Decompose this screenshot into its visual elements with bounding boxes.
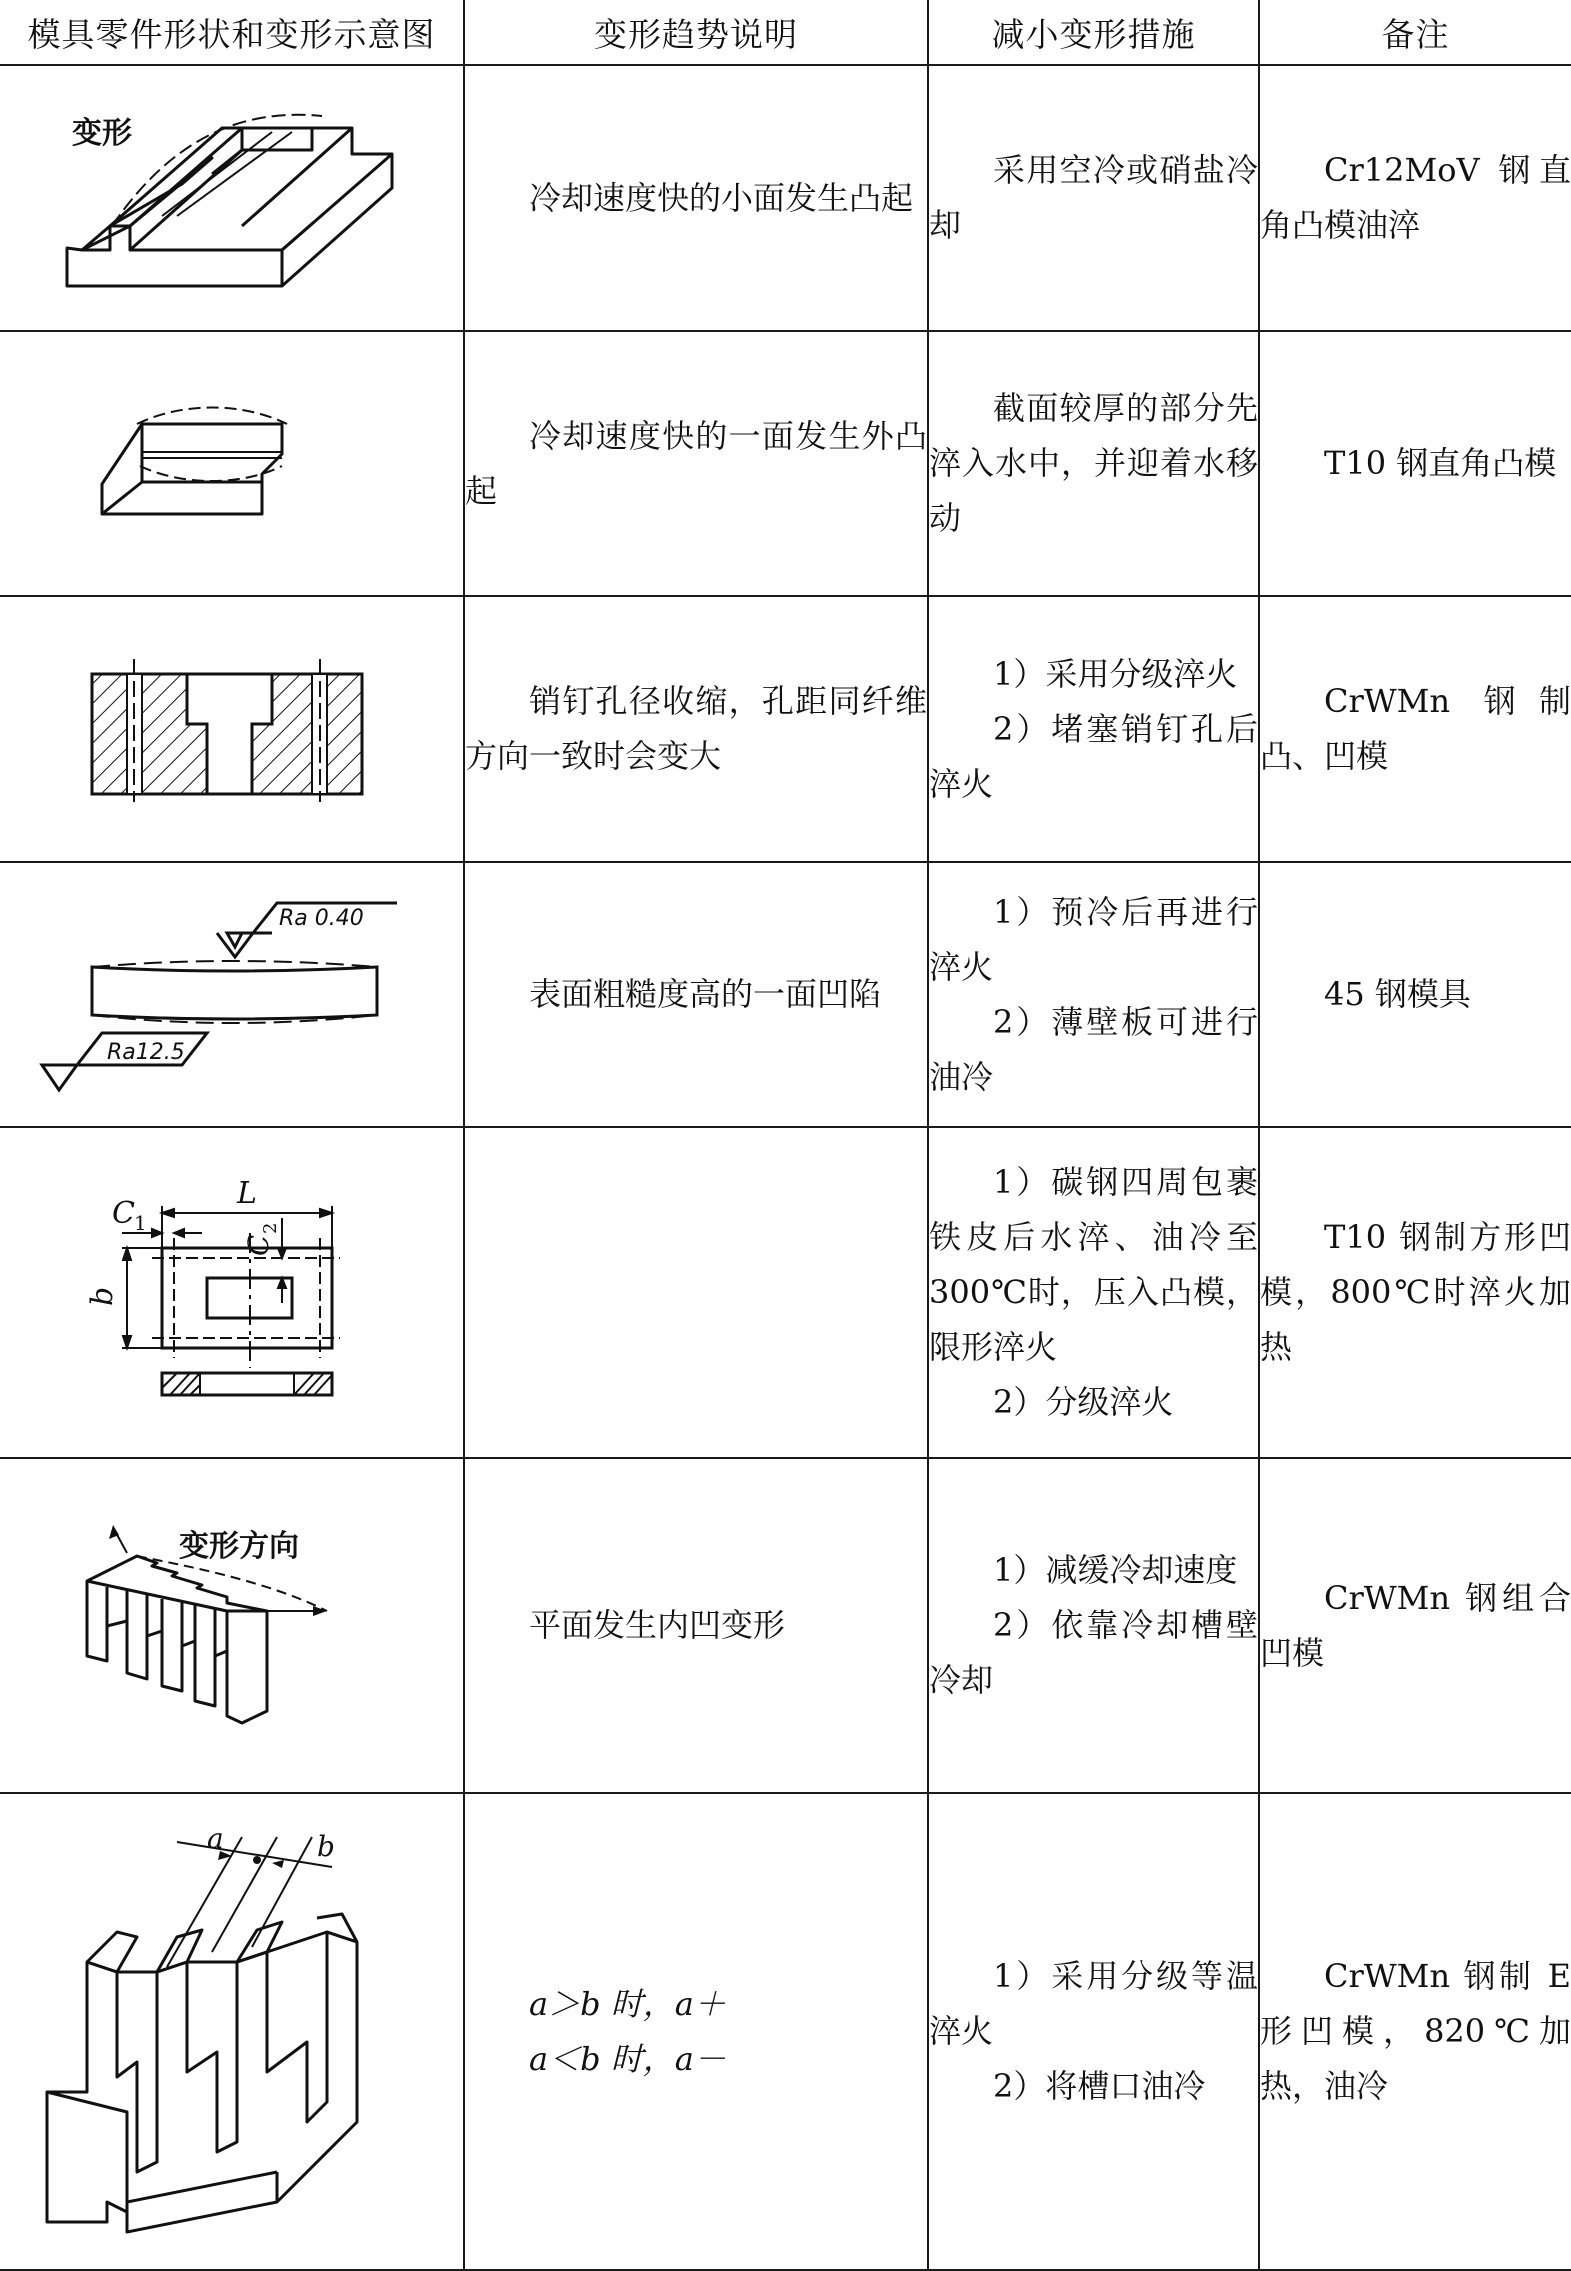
dim-label-L: L: [236, 1177, 257, 1211]
dim-label-C1: C: [111, 1195, 135, 1231]
table-row: [0, 331, 1571, 596]
measure-text: 采用空冷或硝盐冷却: [929, 151, 1258, 244]
measures-cell: [928, 1458, 1259, 1793]
trend-cell: [464, 1458, 928, 1793]
note-cell: [1259, 1458, 1571, 1793]
stepped-rail-deformation-figure: [52, 98, 412, 298]
roughness-plate-figure: [17, 895, 447, 1095]
figure-label-deform: 变形: [71, 116, 132, 151]
figure-cell: [0, 862, 464, 1127]
trend-cell: [464, 862, 928, 1127]
note-cell: [1259, 596, 1571, 862]
dim-label-b: b: [84, 1286, 120, 1306]
dim-label-b: b: [316, 1829, 335, 1863]
measure-text: 1）采用分级等温淬火: [929, 1957, 1258, 2050]
table-row: [0, 1127, 1571, 1458]
measures-cell: [928, 1127, 1259, 1458]
note-cell: [1259, 1127, 1571, 1458]
table-row: [0, 1793, 1571, 2270]
measures-cell: [928, 331, 1259, 596]
trend-cell: [464, 65, 928, 331]
note-cell: [1259, 1793, 1571, 2270]
note-text: CrWMn 钢制 E 形凹模，820℃加热，油冷: [1260, 1957, 1571, 2105]
trend-cell: [464, 1793, 928, 2270]
figure-cell: [0, 65, 464, 331]
note-text: T10 钢制方形凹模，800℃时淬火加热: [1260, 1218, 1571, 1366]
figure-cell: [0, 1793, 464, 2270]
table-row: [0, 596, 1571, 862]
trend-text: 冷却速度快的一面发生外凸起: [465, 416, 927, 510]
header-measures: 减小变形措施: [928, 0, 1259, 65]
measure-text: 2）薄壁板可进行油冷: [929, 1002, 1258, 1096]
header-note: 备注: [1259, 0, 1571, 65]
dim-label-C2: C: [241, 1234, 275, 1256]
deform-direction-label: 变形方向: [178, 1528, 299, 1564]
note-text: CrWMn 钢组合凹模: [1260, 1578, 1571, 1672]
measure-text: 1）预冷后再进行淬火: [929, 892, 1258, 986]
measures-cell: [928, 862, 1259, 1127]
table-row: [0, 862, 1571, 1127]
trend-text: 销钉孔径收缩，孔距同纤维方向一致时会变大: [465, 682, 927, 775]
measure-text: 2）将槽口油冷: [993, 2067, 1206, 2105]
measure-text: 1）碳钢四周包裹铁皮后水淬、油冷至300℃时，压入凸模，限形淬火: [929, 1163, 1258, 1366]
measure-text: 2）依靠冷却槽壁冷却: [929, 1606, 1258, 1699]
figure-cell: [0, 1127, 464, 1458]
measures-cell: [928, 1793, 1259, 2270]
measures-cell: [928, 596, 1259, 862]
note-text: T10 钢直角凸模: [1324, 444, 1557, 482]
measures-cell: [928, 65, 1259, 331]
pin-hole-section-figure: [82, 654, 382, 804]
note-cell: [1259, 65, 1571, 331]
trend-cell: [464, 1127, 928, 1458]
measure-text: 2）分级淬火: [993, 1383, 1174, 1421]
note-text: 45 钢模具: [1324, 975, 1471, 1013]
note-text: Cr12MoV 钢直角凸模油淬: [1260, 151, 1571, 244]
note-cell: [1259, 862, 1571, 1127]
header-row: [0, 0, 1571, 65]
trend-text: a＞b 时，a＋: [529, 1984, 726, 2023]
figure-cell: [0, 1458, 464, 1793]
table-row: [0, 65, 1571, 331]
figure-cell: [0, 596, 464, 862]
measure-text: 截面较厚的部分先淬入水中，并迎着水移动: [929, 389, 1258, 537]
note-cell: [1259, 331, 1571, 596]
figure-cell: [0, 331, 464, 596]
dim-label-a: a: [206, 1821, 224, 1855]
trend-text: a＜b 时，a－: [529, 2039, 726, 2078]
measure-text: 1）减缓冷却速度: [993, 1551, 1238, 1589]
roughness-label-top: Ra 0.40: [278, 905, 364, 931]
trend-cell: [464, 331, 928, 596]
roughness-label-bottom: Ra12.5: [106, 1039, 185, 1065]
dim-label-C1-sub: 1: [133, 1210, 147, 1235]
e-shaped-die-figure: [27, 1822, 437, 2242]
trend-text: 表面粗糙度高的一面凹陷: [529, 975, 882, 1013]
measure-text: 2）堵塞销钉孔后淬火: [929, 709, 1258, 803]
right-angle-punch-figure: [82, 394, 382, 534]
dim-label-C2-sub: 2: [259, 1222, 281, 1234]
combined-die-figure: [67, 1511, 397, 1741]
trend-cell: [464, 596, 928, 862]
note-text: CrWMn 钢制凸、凹模: [1260, 682, 1571, 775]
trend-text: 平面发生内凹变形: [529, 1606, 786, 1644]
table-row: [0, 1458, 1571, 1793]
trend-text: 冷却速度快的小面发生凸起: [529, 178, 914, 217]
header-figure: 模具零件形状和变形示意图: [0, 0, 464, 65]
square-die-dimension-figure: [82, 1178, 382, 1408]
header-trend: 变形趋势说明: [464, 0, 928, 65]
measure-text: 1）采用分级淬火: [993, 654, 1238, 693]
